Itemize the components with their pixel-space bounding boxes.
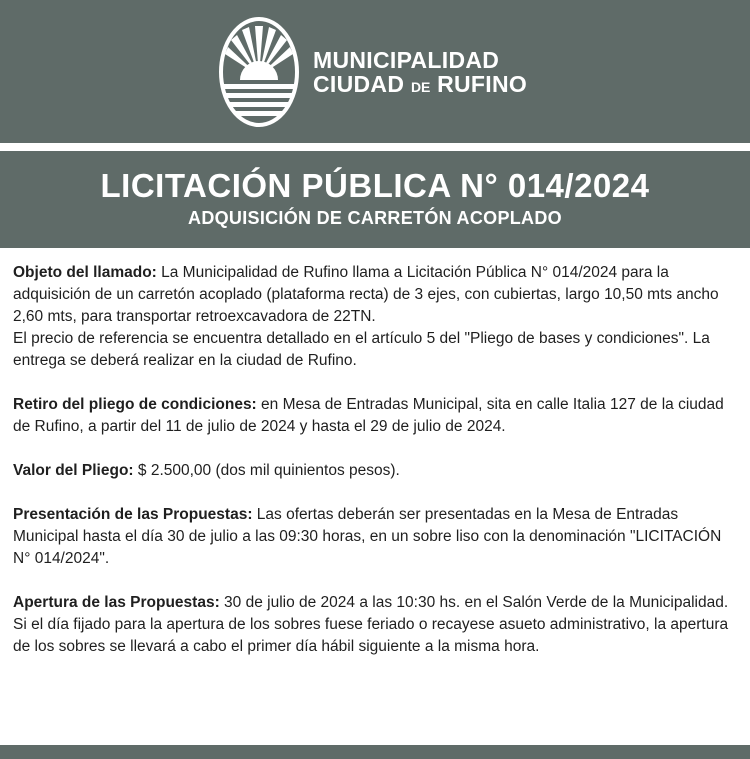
section-label: Retiro del pliego de condiciones: xyxy=(13,396,257,413)
section-apertura xyxy=(13,592,741,658)
organization-name xyxy=(313,48,527,99)
header-band xyxy=(0,0,750,143)
section-retiro xyxy=(13,394,741,438)
section-objeto xyxy=(13,262,741,372)
org-name-line2: CIUDAD DE RUFINO xyxy=(313,71,528,97)
separator-line xyxy=(0,143,750,151)
section-text: El precio de referencia se encuentra detallado en el artículo 5 del "Pliego de bases y condiciones". La entrega se deberá realizar en la ciudad de Rufino. xyxy=(13,330,710,369)
municipal-logo-icon xyxy=(218,16,300,128)
title-band xyxy=(0,151,750,248)
notice-body xyxy=(13,262,741,680)
section-text: Las ofertas deberán ser presentadas en la Mesa de Entradas Municipal hasta el día 30 de julio a las 09:30 horas, en un sobre liso con la denominación "LICITACIÓN N° 014/2024". xyxy=(13,506,722,567)
section-text: La Municipalidad de Rufino llama a Licitación Pública N° 014/2024 para la adquisición de un carretón acoplado (plataforma recta) de 3 ejes, con cubiertas, largo 10,50 mts ancho 2,60 mts, para transportar retroexcavadora de 22TN. xyxy=(13,264,719,325)
section-text: 30 de julio de 2024 a las 10:30 hs. en el Salón Verde de la Municipalidad. Si el día fijado para la apertura de los sobres fuese feriado o recayese asueto administrativo, la apertura de los sobres se llevará a cabo el primer día hábil siguiente a la misma hora. xyxy=(13,594,729,655)
page-subtitle: ADQUISICIÓN DE CARRETÓN ACOPLADO xyxy=(188,208,562,228)
section-label: Objeto del llamado: xyxy=(13,264,157,281)
section-valor xyxy=(13,460,741,482)
section-label: Presentación de las Propuestas: xyxy=(13,506,253,523)
page-title: LICITACIÓN PÚBLICA N° 014/2024 xyxy=(100,167,650,204)
section-text: en Mesa de Entradas Municipal, sita en calle Italia 127 de la ciudad de Rufino, a partir del 11 de julio de 2024 y hasta el 29 de julio de 2024. xyxy=(13,396,724,435)
section-label: Valor del Pliego: xyxy=(13,462,134,479)
footer-band xyxy=(0,745,750,759)
section-presentacion xyxy=(13,504,741,570)
section-label: Apertura de las Propuestas: xyxy=(13,594,220,611)
org-name-line1: MUNICIPALIDAD xyxy=(313,47,500,73)
section-text: $ 2.500,00 (dos mil quinientos pesos). xyxy=(133,462,400,479)
